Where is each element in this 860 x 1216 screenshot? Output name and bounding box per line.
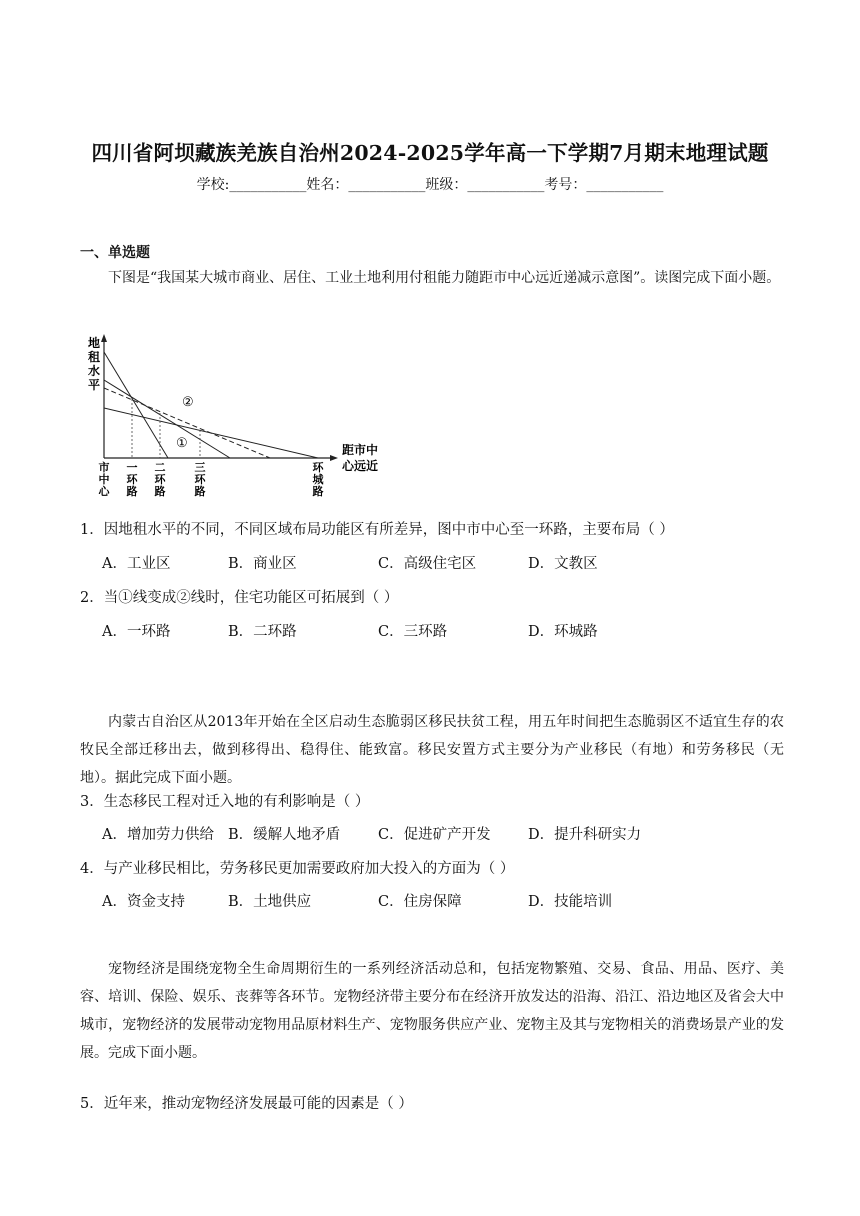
option-d[interactable]: D．技能培训 [528,894,613,910]
tick-label-char: 路 [194,485,206,498]
option-a[interactable]: A．资金支持 [102,894,185,910]
residence-rent-line-1 [104,380,230,458]
tick-label-char: 环 [154,473,166,486]
commerce-rent-line [104,352,168,458]
option-b[interactable]: B．缓解人地矛盾 [228,827,341,843]
y-axis-label-char: 租 [88,350,101,364]
y-axis-arrow [101,334,107,342]
line-marker-2: ② [182,395,194,410]
line-marker-1: ① [176,436,188,451]
y-axis-label-char: 水 [88,364,101,378]
option-d[interactable]: D．提升科研实力 [528,827,642,843]
tick-label-char: 心 [98,485,110,498]
material-paragraph-3: 宠物经济是围绕宠物全生命周期衍生的一系列经济活动总和，包括宠物繁殖、交易、食品、用品、医疗、美容、培训、保险、娱乐、丧葬等各环节。宠物经济带主要分布在经济开放发达的沿海、沿江、沿边地区及省会大中城市，宠物经济的发展带动宠物用品原材料生产、宠物服务供应产业、宠物主及其与宠物相关的消费场景产业的发展。完成下面小题。 [80,961,784,1061]
option-a[interactable]: A．增加劳力供给 [102,827,214,843]
x-axis-label: 心远近 [342,459,379,473]
option-c[interactable]: C．住房保障 [378,894,462,910]
rent-distance-figure [80,330,390,505]
tick-label-char: 路 [126,485,138,498]
tick-label-char: 环 [312,461,324,474]
option-b[interactable]: B．土地供应 [228,894,312,910]
x-axis-arrow [330,455,338,461]
tick-label-char: 环 [194,473,206,486]
tick-label-char: 路 [154,485,166,498]
option-a[interactable]: A．一环路 [102,624,171,640]
y-axis-label-char: 平 [88,378,101,392]
material-paragraph-1: 下图是“我国某大城市商业、居住、工业土地利用付租能力随距市中心远近递减示意图”。读图完成下面小题。 [108,270,781,286]
tick-label-char: 城 [312,473,324,486]
tick-label-char: 三 [194,461,206,474]
option-d[interactable]: D．文教区 [528,556,598,572]
option-c[interactable]: C．高级住宅区 [378,556,477,572]
section-heading: 一、单选题 [80,245,150,261]
tick-label-char: 中 [98,473,110,486]
option-c[interactable]: C．三环路 [378,624,448,640]
material-paragraph-2: 内蒙古自治区从2013年开始在全区启动生态脆弱区移民扶贫工程，用五年时间把生态脆弱区不适宜生存的农牧民全部迁移出去，做到移得出、稳得住、能致富。移民安置方式主要分为产业移民（有地）和劳务移民（无地）。据此完成下面小题。 [80,714,784,786]
tick-label-char: 市 [98,461,110,474]
question-4-stem: 4．与产业移民相比，劳务移民更加需要政府加大投入的方面为（ ） [80,861,515,877]
industry-rent-line [104,408,318,458]
question-2-stem: 2．当①线变成②线时，住宅功能区可拓展到（ ） [80,590,399,606]
tick-label-char: 二 [154,461,166,474]
question-3-stem: 3．生态移民工程对迁入地的有利影响是（ ） [80,794,370,810]
tick-label-char: 路 [312,485,324,498]
question-1-stem: 1．因地租水平的不同，不同区域布局功能区有所差异，图中市中心至一环路，主要布局（ ） [80,522,674,538]
option-b[interactable]: B．二环路 [228,624,297,640]
option-b[interactable]: B．商业区 [228,556,297,572]
y-axis-label-char: 地 [88,336,101,350]
tick-label-char: 环 [126,473,138,486]
option-a[interactable]: A．工业区 [102,556,171,572]
page-title: 四川省阿坝藏族羌族自治州2024-2025学年高一下学期7月期末地理试题 [91,141,769,165]
option-c[interactable]: C．促进矿产开发 [378,827,491,843]
tick-label-char: 一 [126,461,138,474]
x-axis-label: 距市中 [342,443,379,457]
question-5-stem: 5．近年来，推动宠物经济发展最可能的因素是（ ） [80,1096,413,1112]
student-info-line: 学校:___________姓名：___________班级：___________考号：___________ [196,177,664,193]
option-d[interactable]: D．环城路 [528,624,598,640]
